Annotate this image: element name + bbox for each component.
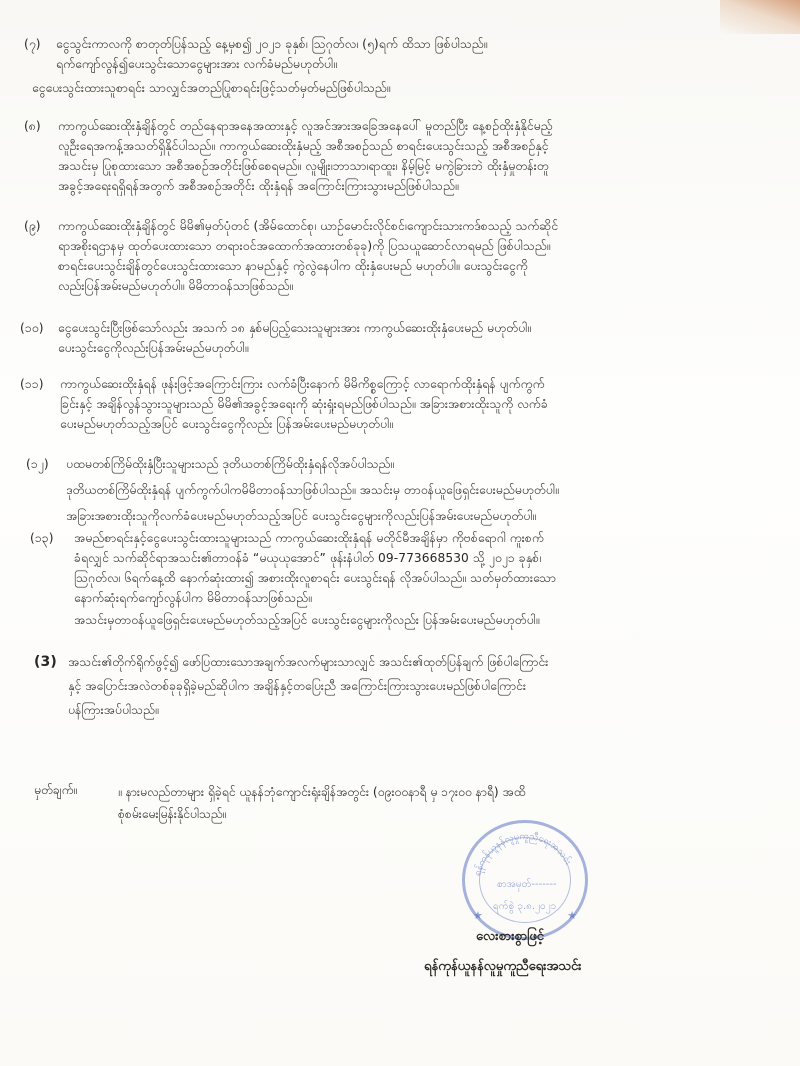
stamp-ring-label: ရန်ကုန်ယူနန်လူမှုကူညီရေးအသင်း xyxy=(471,830,574,878)
clause-line: ငွေပေးသွင်းထားသူစာရင်း သာလျှင်အတည်ပြုစာရင်းဖြင့်သတ်မှတ်မည်ဖြစ်ပါသည်။ xyxy=(32,81,391,95)
clause-number: (၉) xyxy=(24,219,41,233)
clause-10 xyxy=(20,318,784,358)
clause-number: (3) xyxy=(34,654,57,670)
remark-line: စုံစမ်းမေးမြန်းနိုင်ပါသည်။ xyxy=(118,807,227,821)
clause-line: နောက်ဆုံးရက်ကျော်လွန်ပါက မိမိတာဝန်သာဖြစ်သည်။ xyxy=(74,591,312,605)
clause-line: လည်းပြန်အမ်းမည်မဟုတ်ပါ။ မိမိတာဝန်သာဖြစ်သည်။ xyxy=(58,279,294,293)
clause-8 xyxy=(24,116,784,196)
clause-number: (၁၃) xyxy=(30,531,54,545)
clause-line: ကာကွယ်ဆေးထိုးနှံရန် ဖုန်းဖြင့်အကြောင်းကြား လက်ခံပြီးနောက် မိမိကိစ္စကြောင့် လာရောက်ထိုးနှံရန် ပျက်ကွက် xyxy=(60,377,545,391)
clause-line: ပထမတစ်ကြိမ်ထိုးနှံပြီးသူများသည် ဒုတိယတစ်ကြိမ်ထိုးနှံရန်လိုအပ်ပါသည်။ xyxy=(66,457,395,471)
clause-line: ငွေပေးသွင်းပြီးဖြစ်သော်လည်း အသက် ၁၈ နှစ်မပြည့်သေးသူများအား ကာကွယ်ဆေးထိုးနှံပေးမည် မဟုတ်ပါ။ xyxy=(58,321,532,335)
clause-number: (၁၀) xyxy=(20,321,44,335)
clause-number: (၈) xyxy=(24,119,41,133)
signer-line: လေးစားစွာဖြင့် xyxy=(476,929,544,944)
clause-line: လူဦးရေအကန့်အသတ်ရှိနိုင်ပါသည်။ ကာကွယ်ဆေးထိုးနှံမည့် အစီအစဉ်သည် စာရင်းပေးသွင်းသည့် အစီအစဉ်နှင့် xyxy=(58,139,549,153)
remark-label: မှတ်ချက်။ xyxy=(34,783,78,797)
clause-line: ခံရလျှင် သက်ဆိုင်ရာအသင်း၏တာဝန်ခံ “မယုယုအောင်” ဖုန်းနံပါတ် 09-773668530 သို့ ၂၀၂၁ ခုနှစ်၊ xyxy=(74,551,542,565)
clause-line: စာရင်းပေးသွင်းချိန်တွင်ပေးသွင်းထားသော နာမည်နှင့် ကွဲလွဲနေပါက ထိုးနှံပေးမည် မဟုတ်ပါ။ ပေးသွင်းငွေကို xyxy=(58,259,528,273)
clause-11 xyxy=(20,374,784,434)
clause-line: ရာအစိုးရဌာနမှ ထုတ်ပေးထားသော တရားဝင်အထောက်အထားတစ်ခုခု)ကို ပြသယူဆောင်လာရမည် ဖြစ်ပါသည်။ xyxy=(58,239,551,253)
clause-7 xyxy=(24,34,784,98)
clause-line: ကာကွယ်ဆေးထိုးနှံချိန်တွင် မိမိ၏မှတ်ပုံတင် (အိမ်ထောင်စု၊ ယာဉ်မောင်းလိုင်စင်၊ကျောင်းသားကဒ်စသည့် သက်ဆိုင် xyxy=(58,219,559,233)
clause-line: နှင့် အပြောင်းအလဲတစ်ခုခုရှိခဲ့မည်ဆိုပါက အချိန်နှင့်တပြေးညီ အကြောင်းကြားသွားပေးမည်ဖြစ်ပါကြောင်း xyxy=(68,679,527,693)
clause-line: အသင်း၏တိုက်ရိုက်ဖွင့်၍ ဖော်ပြထားသောအချက်အလက်များသာလျှင် အသင်း၏ထုတ်ပြန်ချက် ဖြစ်ပါကြောင်း xyxy=(68,655,549,669)
clause-line: ရက်ကျော်လွန်၍ပေးသွင်းသောငွေများအား လက်ခံမည်မဟုတ်ပါ။ xyxy=(56,57,337,71)
svg-text:ရန်ကုန်ယူနန်လူမှုကူညီရေးအသင်း xyxy=(472,831,574,877)
clause-line: ဩဂုတ်လ၊ ၆ရက်နေ့ထိ နောက်ဆုံးထား၍ အစားထိုးလူစာရင်း ပေးသွင်းရန် လိုအပ်ပါသည်။ သတ်မှတ်ထားသော xyxy=(74,571,557,585)
organization-name: ရန်ကုန်ယူနန်လူမှုကူညီရေးအသင်း xyxy=(424,959,582,974)
clause-12 xyxy=(26,454,784,526)
clause-line: အခွင့်အရေးရရှိရန်အတွက် အစီအစဉ်အတိုင်း ထိုးနှံရန် အကြောင်းကြားသွားမည်ဖြစ်ပါသည်။ xyxy=(58,179,459,193)
clause-line: ငွေသွင်းကာလကို စာတုတ်ပြန်သည့် နေ့မှစ၍ ၂၀၂၁ ခုနှစ်၊ ဩဂုတ်လ၊ (၅)ရက် ထိသာ ဖြစ်ပါသည်။ xyxy=(56,37,488,51)
clause-line: ဒုတိယတစ်ကြိမ်ထိုးနှံရန် ပျက်ကွက်ပါကမိမိတာဝန်သာဖြစ်ပါသည်။ အသင်းမှ တာဝန်ယူဖြေရှင်းပေးမည်မဟုတ်ပါ။ xyxy=(66,483,559,497)
remark-line: ။ နားမလည်တာများ ရှိခဲ့ရင် ယူနန်ဘုံကျောင်းရုံးချိန်အတွင်း (၀၉း၀၀နာရီ မှ ၁၇း၀၀ နာရီ) အထိ xyxy=(118,785,526,799)
paper-stain xyxy=(720,0,800,34)
clause-13 xyxy=(30,528,784,630)
stamp-date-line: ရက်စွဲ ၃.၈.၂၀၂၁ xyxy=(493,901,557,912)
clause-line: အခြားအစားထိုးသူကိုလက်ခံပေးမည်မဟုတ်သည့်အပြင် ပေးသွင်းငွေများကိုလည်းပြန်အမ်းပေးမည်မဟုတ်ပါ။ xyxy=(66,509,537,523)
clause-9 xyxy=(24,216,784,296)
clause-number: (၁၁) xyxy=(20,377,44,391)
clause-line: ကာကွယ်ဆေးထိုးနှံချိန်တွင် တည်နေရာအနေအထားနှင့် လူအင်အားအခြေအနေပေါ် မူတည်ပြီး နေ့စဉ်ထိုးနှံနိုင်မည့် xyxy=(58,119,553,133)
official-stamp xyxy=(462,820,588,940)
clause-final xyxy=(34,652,784,720)
clause-line: ပေးမည်မဟုတ်သည့်အပြင် ပေးသွင်းငွေကိုလည်း ပြန်အမ်းပေးမည်မဟုတ်ပါ။ xyxy=(60,417,393,431)
clause-line: ခြင်းနှင့် အချိန်လွန်သွားသူများသည် မိမိ၏အခွင့်အရေးကို ဆုံးရှုံးရမည်ဖြစ်ပါသည်။ အခြားအစားထိုးသူကို လက်ခံ xyxy=(60,397,548,411)
clause-number: (၇) xyxy=(24,37,41,51)
clause-line: အသင်းမှ ပြုစုထားသော အစီအစဉ်အတိုင်းဖြစ်စေရမည်။ လူမျိုး၊ဘာသာ၊ရာထူး၊ နိမ့်မြင့် မကွဲခြားဘဲ ထိုးနှံမှုတန်းတူ xyxy=(58,159,549,173)
clause-line: အမည်စာရင်းနှင့်ငွေပေးသွင်းထားသူများသည် ကာကွယ်ဆေးထိုးနှံရန် မတိုင်မီအချိန်မှာ ကိုဗစ်ရောဂါ ကူးစက် xyxy=(74,531,544,545)
clause-line: ပေးသွင်းငွေကိုလည်းပြန်အမ်းမည်မဟုတ်ပါ။ xyxy=(58,341,249,355)
clause-number: (၁၂) xyxy=(26,457,49,471)
remark-text xyxy=(118,781,778,825)
stamp-number-line: စာအမှတ်------- xyxy=(497,879,557,890)
clause-line: ပန်ကြားအပ်ပါသည်။ xyxy=(68,703,159,717)
stamp-star-icon: ★ xyxy=(567,909,577,922)
stamp-star-icon: ★ xyxy=(473,909,483,922)
clause-line: အသင်းမှတာဝန်ယူဖြေရှင်းပေးမည်မဟုတ်သည့်အပြင် ပေးသွင်းငွေများကိုလည်း ပြန်အမ်းပေးမည်မဟုတ်ပါ။ xyxy=(74,613,540,627)
